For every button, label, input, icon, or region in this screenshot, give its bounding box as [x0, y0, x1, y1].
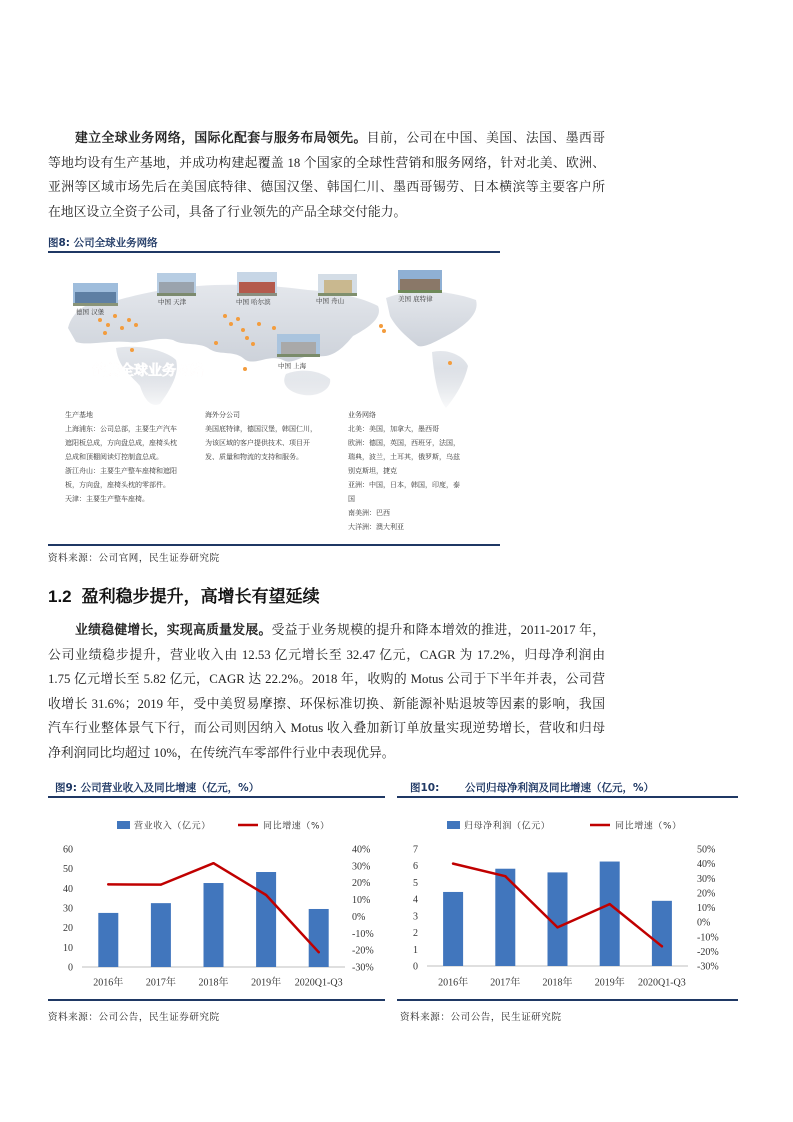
y2-axis-tick-label: 30%	[697, 873, 716, 885]
figure8-top-rule	[48, 251, 500, 253]
column-line: 大洋洲：澳大利亚	[348, 523, 404, 531]
column-line: 美国底特律，德国汉堡，韩国仁川，	[205, 425, 317, 433]
figure9-caption-label: 图9:	[55, 782, 78, 794]
intro-lead: 建立全球业务网络，国际化配套与服务布局领先。	[75, 131, 367, 145]
column-line: 国	[348, 495, 355, 503]
column-business-network	[348, 408, 460, 534]
revenue-growth-point	[160, 883, 162, 885]
column-line: 别克斯坦，捷克	[348, 467, 397, 475]
y-axis-tick-label: 4	[413, 894, 418, 906]
x-axis-category-label: 2017年	[490, 977, 521, 989]
figure9-caption-title: 公司营业收入及同比增速（亿元，%）	[80, 782, 260, 794]
location-dot	[251, 342, 255, 346]
column-heading: 生产基地	[65, 411, 93, 419]
revenue-bar	[98, 913, 118, 967]
y-axis-tick-label: 0	[413, 961, 418, 973]
location-dot	[229, 322, 233, 326]
figure10-bottom-rule	[397, 999, 738, 1001]
performance-line-6: 净利润同比均超过 10%，在传统汽车零部件行业中表现优异。	[48, 745, 395, 760]
location-dot	[257, 322, 261, 326]
location-dot	[130, 348, 134, 352]
x-axis-category-label: 2018年	[198, 977, 229, 989]
photo-label-germany: 德国 汉堡	[76, 308, 105, 316]
location-dot	[272, 326, 276, 330]
column-line: 发、质量和物流的支持和服务。	[205, 453, 303, 461]
x-axis-category-label: 2016年	[438, 977, 469, 989]
intro-line-1	[48, 126, 605, 151]
location-dot	[236, 317, 240, 321]
y-axis-tick-label: 50	[63, 864, 73, 876]
y-axis-tick-label: 6	[413, 861, 418, 873]
y2-axis-tick-label: 40%	[697, 859, 716, 871]
intro-line-1-text: 目前，公司在中国、美国、法国、墨西哥	[366, 131, 606, 145]
y-axis-tick-label: 10	[63, 942, 73, 954]
location-dot	[214, 341, 218, 345]
location-dot	[127, 318, 131, 322]
net-profit-chart	[397, 805, 738, 995]
column-line: 遮阳板总成，方向盘总成，座椅头枕	[65, 439, 177, 447]
y2-axis-tick-label: 0%	[697, 917, 711, 929]
y-axis-tick-label: 7	[413, 844, 418, 856]
intro-line-2: 等地均设有生产基地，并成功构建起覆盖 18 个国家的全球性营销和服务网络，针对北美、欧洲、	[48, 155, 605, 170]
revenue-bar	[256, 872, 276, 967]
y2-axis-tick-label: 20%	[697, 888, 716, 900]
photo-harbin	[237, 272, 277, 296]
section-number: 1.2	[48, 587, 72, 606]
y-axis-tick-label: 3	[413, 911, 418, 923]
x-axis-category-label: 2019年	[251, 977, 282, 989]
figure9-top-rule	[48, 796, 385, 798]
location-dot	[241, 328, 245, 332]
legend-line-label: 同比增速（%）	[615, 821, 682, 832]
revenue-growth-point	[107, 883, 109, 885]
column-line: 北美：美国，加拿大，墨西哥	[348, 425, 439, 433]
x-axis-category-label: 2019年	[594, 977, 625, 989]
performance-paragraph	[48, 618, 605, 766]
location-dot	[120, 326, 124, 330]
photo-label-tianjin: 中国 天津	[158, 298, 187, 306]
figure8-bottom-rule	[48, 544, 500, 546]
photo-germany	[73, 283, 118, 306]
performance-line-4: 收增长 31.6%；2019 年，受中美贸易摩擦、环保标准切换、新能源补贴退坡等因素的影响，我国	[48, 696, 605, 711]
y2-axis-tick-label: -10%	[697, 932, 719, 944]
intro-line-3: 亚洲等区域市场先后在美国底特律、德国汉堡、韩国仁川、墨西哥锡劳、日本横滨等主要客户所	[48, 180, 605, 195]
y-axis-tick-label: 5	[413, 877, 418, 889]
performance-line-5: 汽车行业整体景气下行，而公司则因纳入 Motus 收入叠加新订单放量实现逆势增长，营收和归母	[48, 721, 605, 736]
photo-detroit	[398, 270, 442, 293]
figure9-bottom-rule	[48, 999, 385, 1001]
y-axis-tick-label: 30	[63, 903, 73, 915]
net-profit-growth-point	[452, 862, 454, 864]
revenue-bar	[309, 909, 329, 967]
net-profit-bar	[652, 901, 672, 966]
revenue-growth-point	[265, 894, 267, 896]
location-dot	[223, 314, 227, 318]
y-axis-tick-label: 40	[63, 883, 73, 895]
y2-axis-tick-label: 50%	[697, 844, 716, 856]
photo-label-zhoushan: 中国 舟山	[316, 297, 345, 305]
column-overseas-branches	[205, 408, 317, 464]
x-axis-category-label: 2017年	[145, 977, 176, 989]
x-axis-category-label: 2020Q1-Q3	[294, 977, 343, 989]
revenue-chart	[48, 805, 385, 995]
net-profit-growth-point	[661, 945, 663, 947]
figure10-caption-title: 公司归母净利润及同比增速（亿元，%）	[465, 782, 655, 794]
location-dot	[448, 361, 452, 365]
y-axis-tick-label: 1	[413, 944, 418, 956]
y-axis-tick-label: 20	[63, 923, 73, 935]
column-production-bases	[65, 408, 177, 506]
y-axis-tick-label: 60	[63, 844, 73, 856]
y2-axis-tick-label: 20%	[352, 878, 371, 890]
y2-axis-tick-label: 40%	[352, 844, 371, 856]
performance-line-1-text: 受益于业务规模的提升和降本增效的推进，2011-2017 年，	[271, 623, 605, 637]
net-profit-bar	[600, 862, 620, 966]
y2-axis-tick-label: 30%	[352, 861, 371, 873]
y2-axis-tick-label: 10%	[697, 903, 716, 914]
figure9-source: 资料来源：公司公告，民生证券研究院	[48, 1013, 220, 1023]
location-dot	[245, 336, 249, 340]
column-line: 南美洲：巴西	[348, 509, 390, 517]
column-line: 上海浦东：公司总部，主要生产汽车	[65, 425, 177, 433]
figure10-source: 资料来源：公司公告，民生证研究院	[400, 1013, 562, 1023]
net-profit-bar	[443, 892, 463, 966]
y2-axis-tick-label: -10%	[352, 928, 374, 940]
revenue-bar	[151, 903, 171, 967]
photo-label-shanghai: 中国 上海	[278, 362, 307, 370]
location-dot	[106, 323, 110, 327]
y-axis-tick-label: 0	[68, 962, 73, 974]
column-line: 板，方向盘，座椅头枕的零部件。	[65, 481, 170, 489]
column-line: 瑞典，波兰，土耳其，俄罗斯，乌兹	[348, 453, 460, 461]
column-heading: 海外分公司	[205, 411, 240, 419]
column-line: 浙江舟山：主要生产整车座椅和遮阳	[65, 467, 177, 475]
y2-axis-tick-label: 10%	[352, 895, 371, 907]
performance-lead: 业绩稳健增长，实现高质量发展。	[75, 623, 272, 637]
legend-line-label: 同比增速（%）	[263, 821, 330, 832]
figure10-top-rule	[397, 796, 738, 798]
net-profit-growth-point	[556, 926, 558, 928]
y-axis-tick-label: 2	[413, 928, 418, 940]
photo-label-harbin: 中国 哈尔滨	[236, 298, 271, 306]
y2-axis-tick-label: -30%	[352, 962, 374, 974]
intro-line-4: 在地区设立全资子公司，具备了行业领先的产品全球交付能力。	[48, 204, 407, 219]
performance-line-1	[48, 618, 605, 643]
figure8-caption: 图8: 公司全球业务网络	[48, 237, 158, 249]
column-line: 为该区域的客户提供技术、项目开	[205, 439, 310, 447]
column-line: 欧洲：德国，英国，西班牙，法国，	[348, 439, 460, 447]
section-heading	[48, 586, 320, 608]
y2-axis-tick-label: -20%	[697, 946, 719, 958]
figure10-caption-label: 图10:	[410, 782, 440, 794]
map-title: 岱美全球业务网络	[92, 363, 204, 379]
revenue-growth-point	[212, 862, 214, 864]
x-axis-category-label: 2018年	[542, 977, 573, 989]
x-axis-category-label: 2016年	[93, 977, 124, 989]
legend-bar-label: 营业收入（亿元）	[134, 821, 211, 832]
photo-zhoushan	[318, 274, 357, 296]
photo-tianjin	[157, 273, 196, 296]
revenue-bar	[204, 883, 224, 967]
performance-line-2: 公司业绩稳步提升，营业收入由 12.53 亿元增长至 32.47 亿元，CAGR 为 17.2%，归母净利润由	[48, 647, 605, 662]
legend-bar-swatch	[117, 821, 130, 829]
photo-shanghai	[277, 334, 320, 357]
figure9-caption	[55, 781, 259, 795]
revenue-growth-point	[318, 951, 320, 953]
x-axis-category-label: 2020Q1-Q3	[638, 977, 686, 989]
location-dot	[103, 331, 107, 335]
y2-axis-tick-label: -20%	[352, 945, 374, 957]
column-heading: 业务网络	[348, 411, 376, 419]
world-map	[48, 258, 500, 408]
location-dot	[382, 329, 386, 333]
location-dot	[113, 314, 117, 318]
net-profit-growth-point	[504, 875, 506, 877]
location-dot	[379, 324, 383, 328]
net-profit-growth-point	[609, 903, 611, 905]
figure8-source: 资料来源：公司官网，民生证券研究院	[48, 554, 220, 564]
column-line: 天津：主要生产整车座椅。	[65, 495, 149, 503]
intro-paragraph	[48, 126, 605, 224]
section-title: 盈利稳步提升，高增长有望延续	[81, 587, 320, 606]
legend-bar-label: 归母净利润（亿元）	[464, 821, 551, 832]
column-line: 总成和顶棚阅读灯控制盒总成。	[65, 453, 163, 461]
location-dot	[98, 318, 102, 322]
performance-line-3: 1.75 亿元增长至 5.82 亿元，CAGR 达 22.2%。2018 年，收购的 Motus 公司于下半年并表，公司营	[48, 672, 605, 687]
location-dot	[134, 323, 138, 327]
location-dot	[243, 367, 247, 371]
y2-axis-tick-label: -30%	[697, 961, 719, 973]
photo-label-detroit: 美国 底特律	[398, 295, 433, 303]
column-line: 亚洲：中国，日本，韩国，印度，泰	[348, 481, 460, 489]
y2-axis-tick-label: 0%	[352, 911, 366, 923]
legend-bar-swatch	[447, 821, 460, 829]
